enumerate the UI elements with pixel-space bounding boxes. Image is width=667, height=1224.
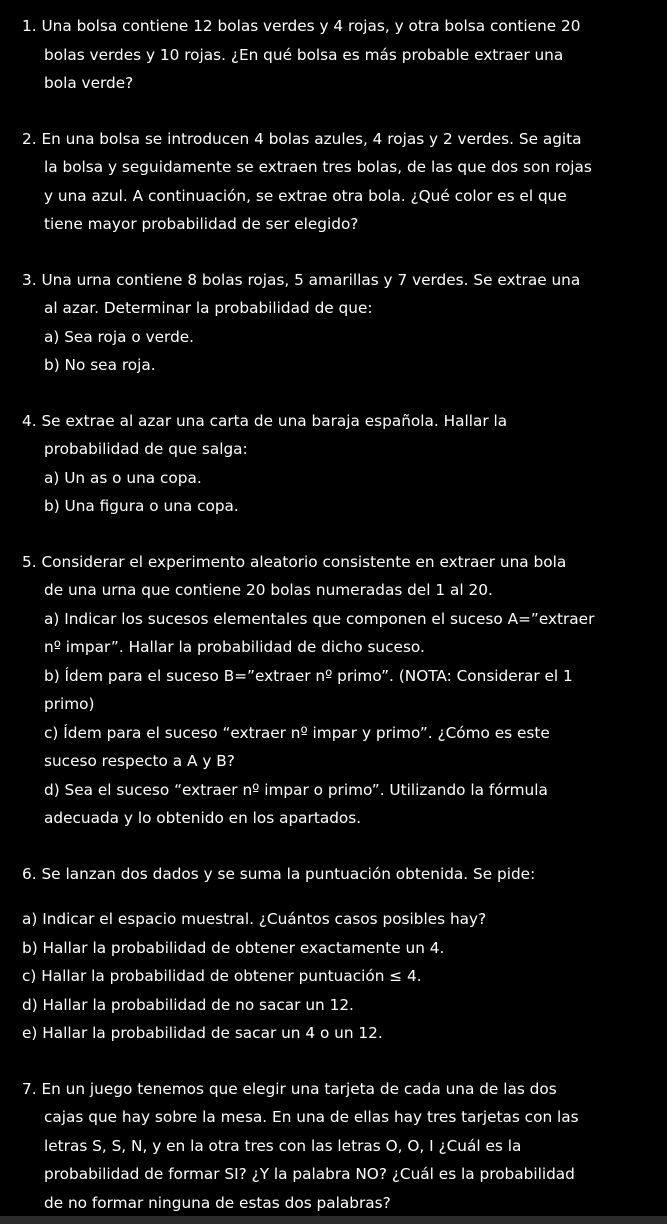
spacer — [0, 1048, 667, 1075]
exercise-6-part-d: d) Hallar la probabilidad de no sacar un 12. — [22, 995, 354, 1014]
exercise-7-statement: 7. En un juego tenemos que elegir una tarjeta de cada una de las dos — [22, 1079, 557, 1098]
exercise-4-statement: 4. Se extrae al azar una carta de una baraja española. Hallar la — [22, 411, 508, 430]
exercise-1-statement: 1. Una bolsa contiene 12 bolas verdes y 4 rojas, y otra bolsa contiene 20 — [22, 17, 581, 35]
spacer — [0, 833, 667, 860]
exercise-5-statement-cont: de una urna que contiene 20 bolas numeradas del 1 al 20. — [44, 581, 493, 599]
exercise-3-statement-cont: al azar. Determinar la probabilidad de que: — [44, 299, 373, 317]
exercise-6-part-e: e) Hallar la probabilidad de sacar un 4 o un 12. — [22, 1024, 383, 1042]
exercise-1-statement-cont: bolas verdes y 10 rojas. ¿En qué bolsa es más probable extraer una — [44, 45, 564, 64]
exercise-6 — [0, 860, 667, 1048]
exercise-2-statement-cont: y una azul. A continuación, se extrae otra bola. ¿Qué color es el que — [44, 186, 567, 205]
exercise-6-part-c: c) Hallar la probabilidad de obtener puntuación ≤ 4. — [22, 967, 422, 985]
exercise-5-statement: 5. Considerar el experimento aleatorio consistente en extraer una bola — [22, 552, 567, 571]
exercise-5-part-b-cont: primo) — [44, 695, 95, 713]
exercise-4-part-b: b) Una figura o una copa. — [44, 497, 239, 515]
exercise-3-part-b: b) No sea roja. — [44, 356, 156, 374]
exercise-4-statement-cont: probabilidad de que salga: — [44, 440, 248, 458]
exercise-5-part-d: d) Sea el suceso “extraer nº impar o primo”. Utilizando la fórmula — [44, 780, 548, 799]
exercise-5-part-a-cont: nº impar”. Hallar la probabilidad de dicho suceso. — [44, 638, 425, 656]
exercise-7-statement-cont: probabilidad de formar SI? ¿Y la palabra NO? ¿Cuál es la probabilidad — [44, 1165, 575, 1183]
exercise-2-statement: 2. En una bolsa se introducen 4 bolas azules, 4 rojas y 2 verdes. Se agita — [22, 129, 582, 148]
exercise-7 — [0, 1075, 667, 1218]
exercise-document — [0, 12, 667, 1217]
exercise-5-part-c-cont: suceso respecto a A y B? — [44, 752, 235, 770]
exercise-4 — [0, 407, 667, 521]
exercise-7-statement-cont: de no formar ninguna de estas dos palabras? — [44, 1193, 391, 1212]
exercise-7-statement-cont: letras S, S, N, y en la otra tres con las letras O, O, I ¿Cuál es la — [44, 1136, 522, 1155]
exercise-4-part-a: a) Un as o una copa. — [44, 468, 202, 487]
exercise-5-part-d-cont: adecuada y lo obtenido en los apartados. — [44, 809, 362, 827]
exercise-5-part-b: b) Ídem para el suceso B=”extraer nº primo”. (NOTA: Considerar el 1 — [44, 666, 573, 685]
exercise-6-part-a: a) Indicar el espacio muestral. ¿Cuántos casos posibles hay? — [22, 910, 487, 928]
exercise-1 — [0, 12, 667, 98]
exercise-5-part-a: a) Indicar los sucesos elementales que componen el suceso A=”extraer — [44, 609, 595, 628]
spacer — [0, 521, 667, 548]
exercise-5 — [0, 548, 667, 833]
spacer — [0, 380, 667, 407]
exercise-7-statement-cont: cajas que hay sobre la mesa. En una de ellas hay tres tarjetas con las — [44, 1108, 579, 1126]
spacer — [0, 888, 667, 905]
exercise-6-statement: 6. Se lanzan dos dados y se suma la puntuación obtenida. Se pide: — [22, 864, 536, 883]
exercise-3-part-a: a) Sea roja o verde. — [44, 327, 195, 346]
exercise-2-statement-cont: tiene mayor probabilidad de ser elegido? — [44, 215, 359, 233]
exercise-1-statement-cont: bola verde? — [44, 74, 134, 92]
spacer — [0, 239, 667, 266]
exercise-3-statement: 3. Una urna contiene 8 bolas rojas, 5 amarillas y 7 verdes. Se extrae una — [22, 270, 581, 289]
exercise-2 — [0, 125, 667, 239]
bottom-edge-bar — [0, 1216, 667, 1224]
exercise-6-part-b: b) Hallar la probabilidad de obtener exactamente un 4. — [22, 938, 445, 957]
exercise-3 — [0, 266, 667, 380]
spacer — [0, 98, 667, 125]
exercise-5-part-c: c) Ídem para el suceso “extraer nº impar y primo”. ¿Cómo es este — [44, 723, 550, 742]
exercise-2-statement-cont: la bolsa y seguidamente se extraen tres bolas, de las que dos son rojas — [44, 158, 592, 176]
